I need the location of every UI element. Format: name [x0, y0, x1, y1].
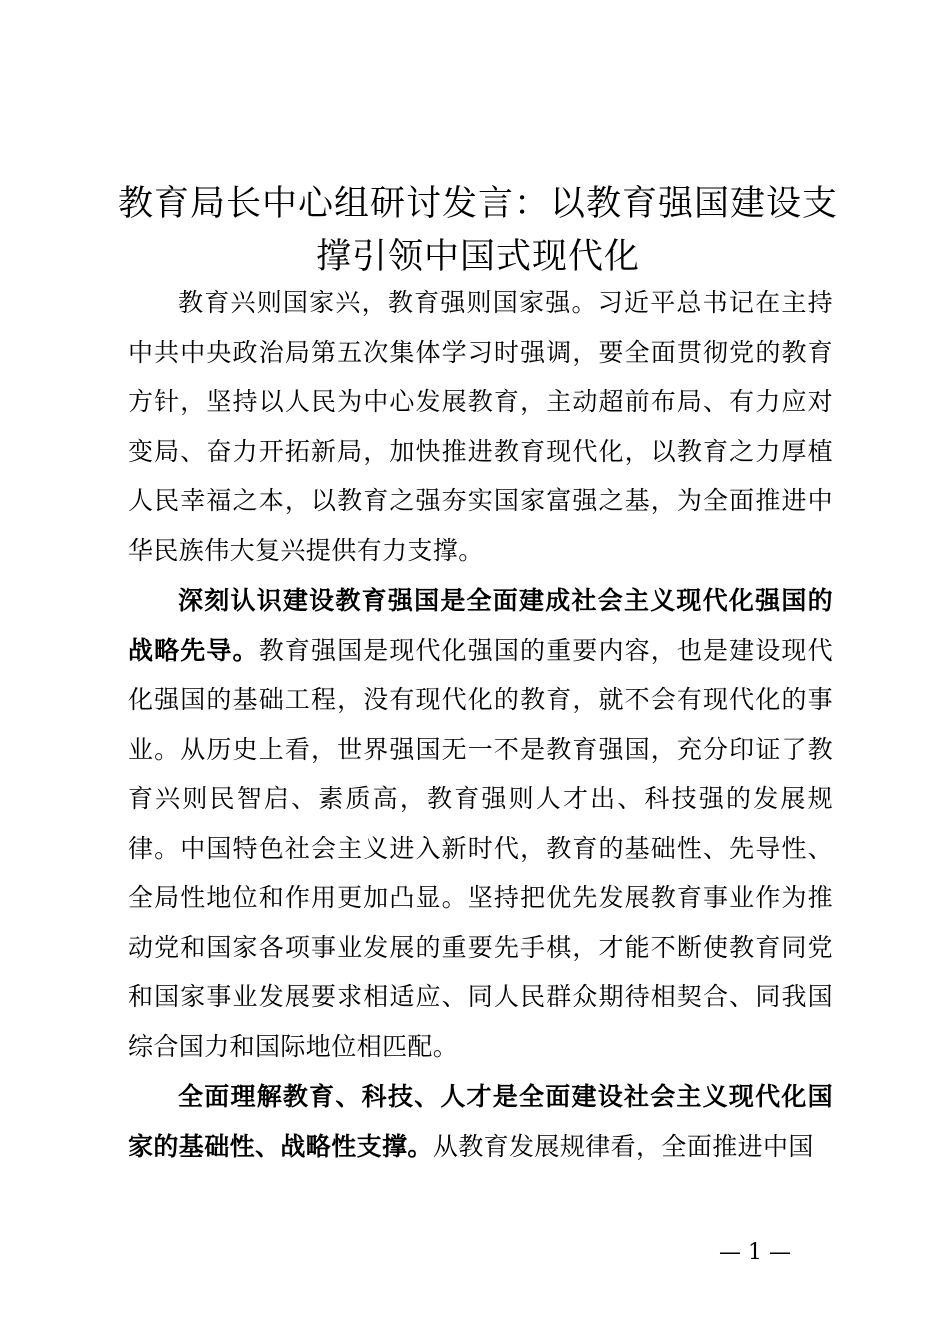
paragraph-intro [128, 278, 833, 575]
paragraph-text: 从教育发展规律看，全面推进中国 [432, 1131, 814, 1161]
paragraph-strategic-support [128, 1072, 833, 1171]
document-body [128, 278, 833, 1171]
document-title: 教育局长中心组研讨发言：以教育强国建设支撑引领中国式现代化 [118, 184, 839, 277]
paragraph-strategic-guide [128, 576, 833, 1071]
paragraph-text: 教育兴则国家兴，教育强则国家强。习近平总书记在主持中共中央政治局第五次集体学习时强调，要全面贯彻党的教育方针，坚持以人民为中心发展教育，主动超前布局、有力应对变局、奋力开拓新局，加快推进教育现代化，以教育之力厚植人民幸福之本，以教育之强夯实国家富强之基，为全面推进中华民族伟大复兴提供有力支撑。 [128, 288, 833, 565]
paragraph-lead: 深刻认识建设教育强国是全面建成社会主义现代化强国的战略先导。 [128, 586, 833, 665]
page-number: — 1 — [719, 1240, 791, 1265]
paragraph-lead: 全面理解教育、科技、人才是全面建设社会主义现代化国家的基础性、战略性支撑。 [128, 1082, 833, 1161]
paragraph-text: 教育强国是现代化强国的重要内容，也是建设现代化强国的基础工程，没有现代化的教育，就不会有现代化的事业。从历史上看，世界强国无一不是教育强国，充分印证了教育兴则民智启、素质高，教育强则人才出、科技强的发展规律。中国特色社会主义进入新时代，教育的基础性、先导性、全局性地位和作用更加凸显。坚持把优先发展教育事业作为推动党和国家各项事业发展的重要先手棋，才能不断使教育同党和国家事业发展要求相适应、同人民群众期待相契合、同我国综合国力和国际地位相匹配。 [128, 635, 833, 1061]
